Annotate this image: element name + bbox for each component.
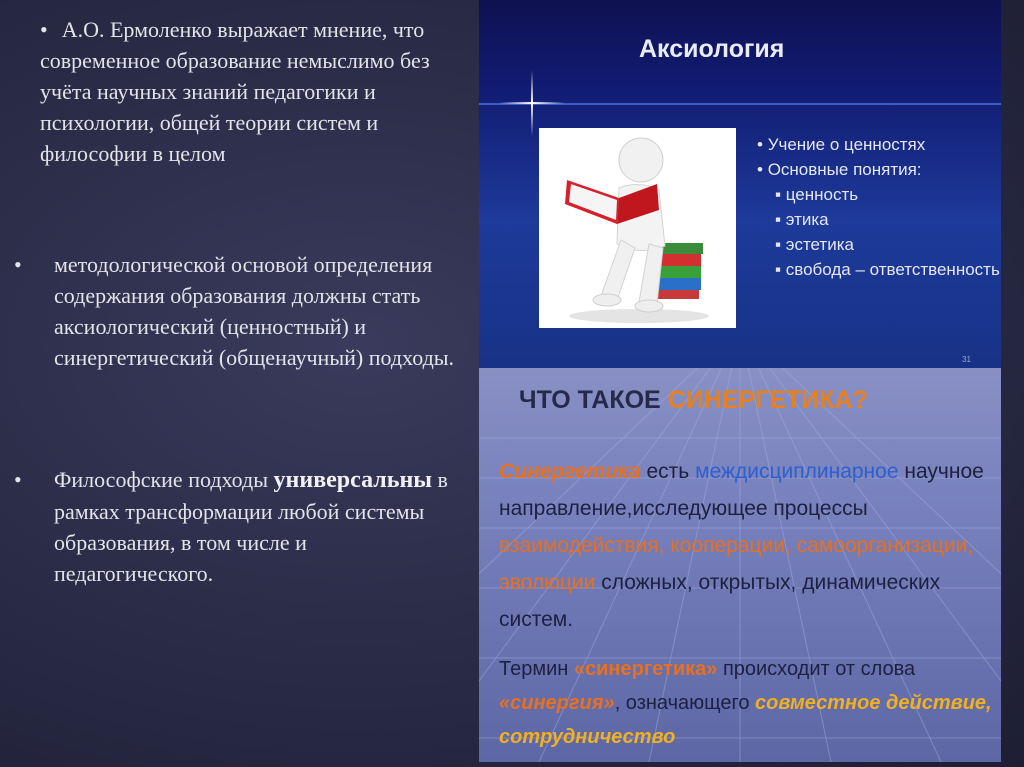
bullet-text-before: Философские подходы [54,467,269,492]
synergetics-heading: ЧТО ТАКОЕ СИНЕРГЕТИКА? [519,386,868,414]
reading-figure-image [539,128,736,328]
axiology-title: Аксиология [639,35,785,63]
axiology-list [757,132,1000,282]
bullet-marker: • [14,467,22,492]
synergetics-slide [479,368,1001,762]
bullet-text: А.О. Ермоленко выражает мнение, что современное образование немыслимо без учёта научных знаний педагогики и психологии, общей теории систем и философии в целом [40,17,430,166]
bullet-text-after: в рамках трансформации любой системы образования, в том числе и педагогического. [54,467,448,586]
list-subitem: ▪ этика [775,210,829,229]
list-item: • Учение о ценностях [757,135,926,154]
synergetics-definition: Синергетика есть междисциплинарное научное направление,исследующее процессы взаимодействия, кооперации, самоорганизации, эволюции сложных, открытых, динамических систем. [499,460,984,631]
bullet-ermolenko [40,14,470,169]
bullet-bold-word: универсальны [273,467,433,493]
synergetics-term-origin: Термин «синергетика» происходит от слова «синергия», означающего совместное действие, сотрудничество [499,658,992,748]
axiology-slide [479,0,1001,368]
list-subitem: ▪ эстетика [775,235,854,254]
bullet-text [54,464,464,589]
bullet-text: методологической основой определения содержания образования должны стать аксиологический (ценностный) и синергетический (общенаучный) подходы. [54,252,455,370]
slide-page-number: 31 [962,355,971,364]
bullet-marker: • [40,17,48,42]
list-item: • Основные понятия: [757,160,922,179]
sparkle-icon [499,70,565,136]
list-subitem: ▪ свобода – ответственность [775,260,1000,279]
bullet-marker: • [14,252,22,277]
list-subitem: ▪ ценность [775,185,859,204]
